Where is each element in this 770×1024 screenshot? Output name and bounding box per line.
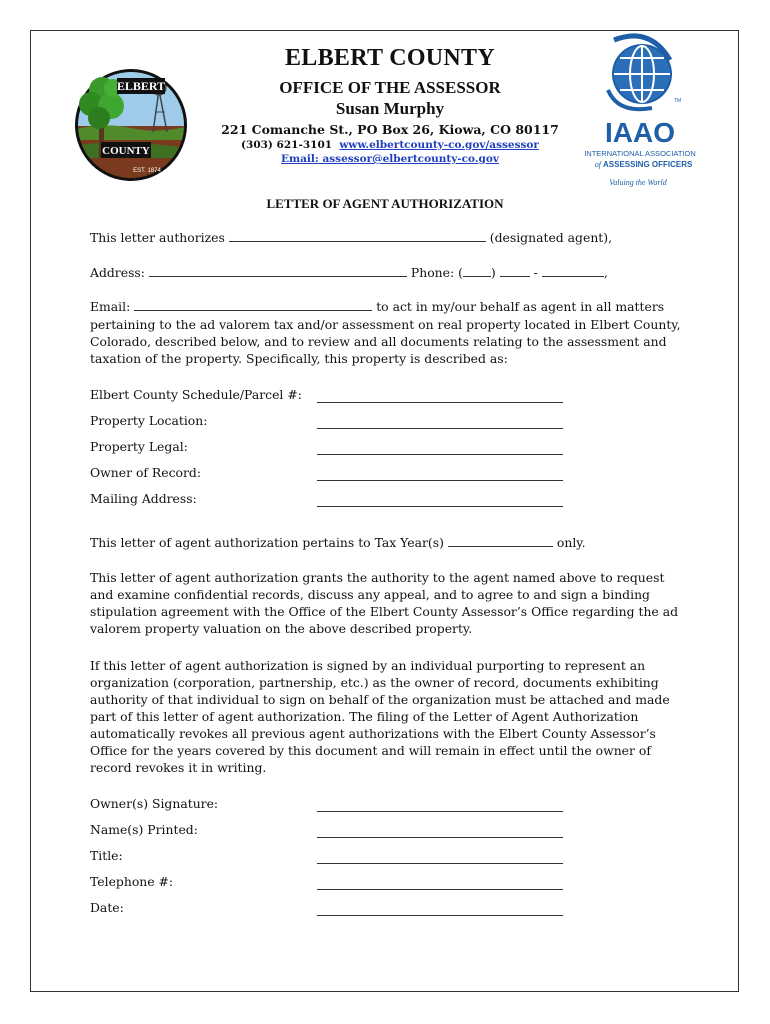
designated-agent-field[interactable]: [229, 230, 486, 242]
tax-year-field[interactable]: [448, 535, 553, 547]
website-link[interactable]: www.elbertcounty-co.gov/assessor: [339, 139, 539, 151]
paragraph-3: [90, 657, 690, 776]
email-link[interactable]: Email: assessor@elbertcounty-co.gov: [281, 153, 499, 165]
globe-icon: [608, 36, 672, 109]
phone-end: ,: [603, 265, 608, 280]
email-line: [90, 299, 690, 314]
address-phone-line: [90, 265, 608, 280]
phone-prefix-field[interactable]: [500, 265, 530, 277]
phone-line-field[interactable]: [542, 265, 604, 277]
elbert-county-seal-logo: [73, 68, 189, 182]
date-label: Date:: [90, 900, 124, 915]
iaao-line2: ASSESSING OFFICERS: [603, 160, 693, 169]
parcel-label: Elbert County Schedule/Parcel #:: [90, 387, 302, 402]
office-address: 221 Comanche St., PO Box 26, Kiowa, CO 80117: [221, 122, 559, 137]
telephone-field[interactable]: [317, 888, 563, 890]
owner-of-record-field[interactable]: [317, 479, 563, 481]
mailing-address-field[interactable]: [317, 505, 563, 507]
owner-signature-label: Owner(s) Signature:: [90, 796, 219, 811]
tax-year-label: This letter of agent authorization pertains to Tax Year(s): [90, 535, 444, 550]
telephone-label: Telephone #:: [90, 874, 174, 889]
property-location-label: Property Location:: [90, 413, 208, 428]
office-phone: (303) 621-3101: [241, 139, 333, 151]
authorizes-label: This letter authorizes: [90, 230, 225, 245]
date-field[interactable]: [317, 914, 563, 916]
title-field[interactable]: [317, 862, 563, 864]
address-field[interactable]: [149, 265, 407, 277]
paragraph-2-text: This letter of agent authorization grants the authority to the agent named above to request and examine confidential records, discuss any appeal, and to agree to and sign a binding stipulation agreement with the Office of the Elbert County Assessor’s Office regarding the ad valorem property valuation on the above described property.: [90, 570, 679, 636]
seal-bottom-text: COUNTY: [102, 145, 150, 157]
owner-signature-field[interactable]: [317, 810, 563, 812]
property-legal-label: Property Legal:: [90, 439, 188, 454]
iaao-line2-prefix: of: [594, 160, 601, 169]
document-title: LETTER OF AGENT AUTHORIZATION: [266, 196, 504, 211]
authorizes-line: [90, 230, 612, 245]
paragraph-3-text: If this letter of agent authorization is signed by an individual purporting to represent an organization (corporation, partnership, etc.) as the owner of record, documents exhibiting authority of that individual to sign on behalf of the organization must be attached and made part of this letter of agent authorization. The filing of the Letter of Agent Authorization automatically revokes all previous agent authorizations with the Elbert County Assessor’s Office for the years covered by this document and will remain in effect until the owner of record revokes it in writing.: [90, 658, 670, 775]
phone-dash: -: [533, 265, 538, 280]
paragraph-2: [90, 569, 690, 637]
paragraph-1-text: pertaining to the ad valorem tax and/or assessment on real property located in Elbert County, Colorado, described below, and to review and all documents relating to the assessment and taxation of the property. Specifically, this property is described as:: [90, 317, 681, 366]
email-label: Email:: [90, 299, 131, 314]
contact-line: [190, 138, 590, 152]
title-label: Title:: [90, 848, 123, 863]
tm-mark: TM: [674, 98, 682, 104]
assessor-name: Susan Murphy: [335, 99, 445, 118]
office-title: OFFICE OF THE ASSESSOR: [279, 78, 501, 97]
iaao-abbr: IAAO: [605, 117, 675, 148]
property-location-field[interactable]: [317, 427, 563, 429]
owner-of-record-label: Owner of Record:: [90, 465, 202, 480]
iaao-logo: [574, 32, 706, 192]
phone-paren: ): [490, 265, 496, 280]
iaao-line1: INTERNATIONAL ASSOCIATION: [584, 149, 696, 158]
names-printed-label: Name(s) Printed:: [90, 822, 198, 837]
property-legal-field[interactable]: [317, 453, 563, 455]
email-field[interactable]: [134, 299, 372, 311]
letterhead: [190, 44, 590, 166]
paragraph-1: [90, 316, 690, 367]
phone-area-code-field[interactable]: [463, 265, 491, 277]
county-title: ELBERT COUNTY: [285, 45, 495, 71]
iaao-tagline: Valuing the World: [609, 178, 667, 187]
seal-est-text: EST. 1874: [133, 168, 161, 174]
names-printed-field[interactable]: [317, 836, 563, 838]
address-label: Address:: [90, 265, 145, 280]
tax-year-line: [90, 535, 586, 550]
seal-top-text: ELBERT: [116, 79, 166, 93]
email-suffix: to act in my/our behalf as agent in all matters: [376, 299, 665, 314]
phone-label: Phone: (: [410, 265, 463, 280]
parcel-field[interactable]: [317, 401, 563, 403]
tax-year-suffix: only.: [556, 535, 586, 550]
designated-agent-suffix: (designated agent),: [489, 230, 613, 245]
mailing-address-label: Mailing Address:: [90, 491, 197, 506]
